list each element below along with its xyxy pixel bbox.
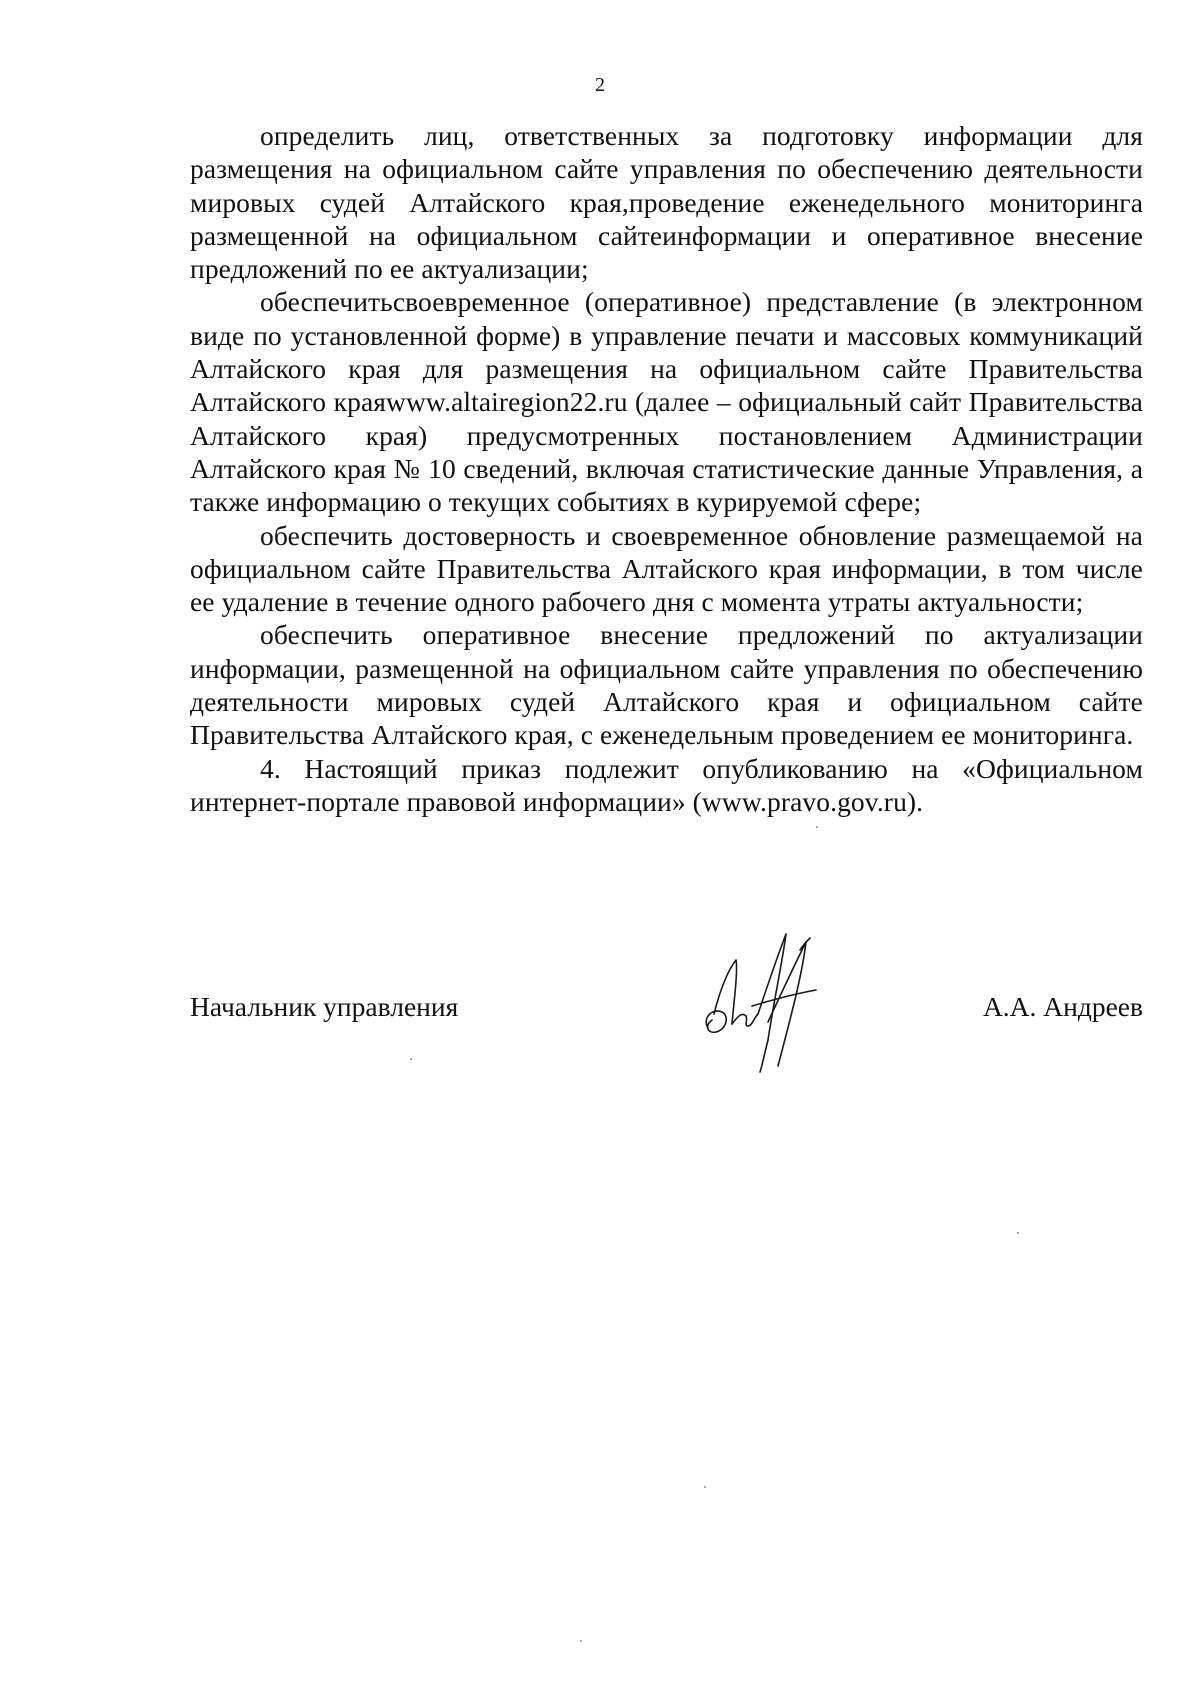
signatory-name: А.А. Андреев: [982, 991, 1143, 1022]
paragraph: обеспечитьсвоевременное (оперативное) представление (в электронном виде по установленной форме) в управление печати и массовых коммуникаций Алтайского края для размещения на официальном сайте Правительства Алтайского краяwww.altairegion22.ru (далее – официальный сайт Правительства Алтайского края) предусмотренных постановлением Администрации Алтайского края № 10 сведений, включая статистические данные Управления, а также информацию о текущих событиях в курируемой сфере;: [190, 286, 1143, 518]
scan-speck: [704, 1486, 706, 1488]
scan-speck: [410, 1058, 412, 1060]
scan-speck: [1017, 1232, 1019, 1234]
paragraph: обеспечить оперативное внесение предложений по актуализации информации, размещенной на официальном сайте управления по обеспечению деятельности мировых судей Алтайского края и официальном сайте Правительства Алтайского края, с еженедельным проведением ее мониторинга.: [190, 619, 1143, 751]
scan-speck: [580, 1640, 582, 1642]
document-body: [190, 119, 1143, 818]
paragraph: определить лиц, ответственных за подготовку информации для размещения на официальном сайте управления по обеспечению деятельности мировых судей Алтайского края,проведение еженедельного мониторинга размещенной на официальном сайтеинформации и оперативное внесение предложений по ее актуализации;: [190, 120, 1143, 285]
paragraph: 4. Настоящий приказ подлежит опубликованию на «Официальном интернет-портале правовой информации» (www.pravo.gov.ru).: [190, 752, 1143, 817]
scan-speck: [816, 826, 818, 828]
signature-block: [190, 990, 1143, 1030]
handwritten-signature: [690, 920, 870, 1090]
page-number: 2: [595, 74, 605, 96]
signatory-position: Начальник управления: [190, 991, 459, 1022]
paragraph: обеспечить достоверность и своевременное обновление размещаемой на официальном сайте Правительства Алтайского края информации, в том числе ее удаление в течение одного рабочего дня с момента утраты актуальности;: [190, 519, 1143, 618]
